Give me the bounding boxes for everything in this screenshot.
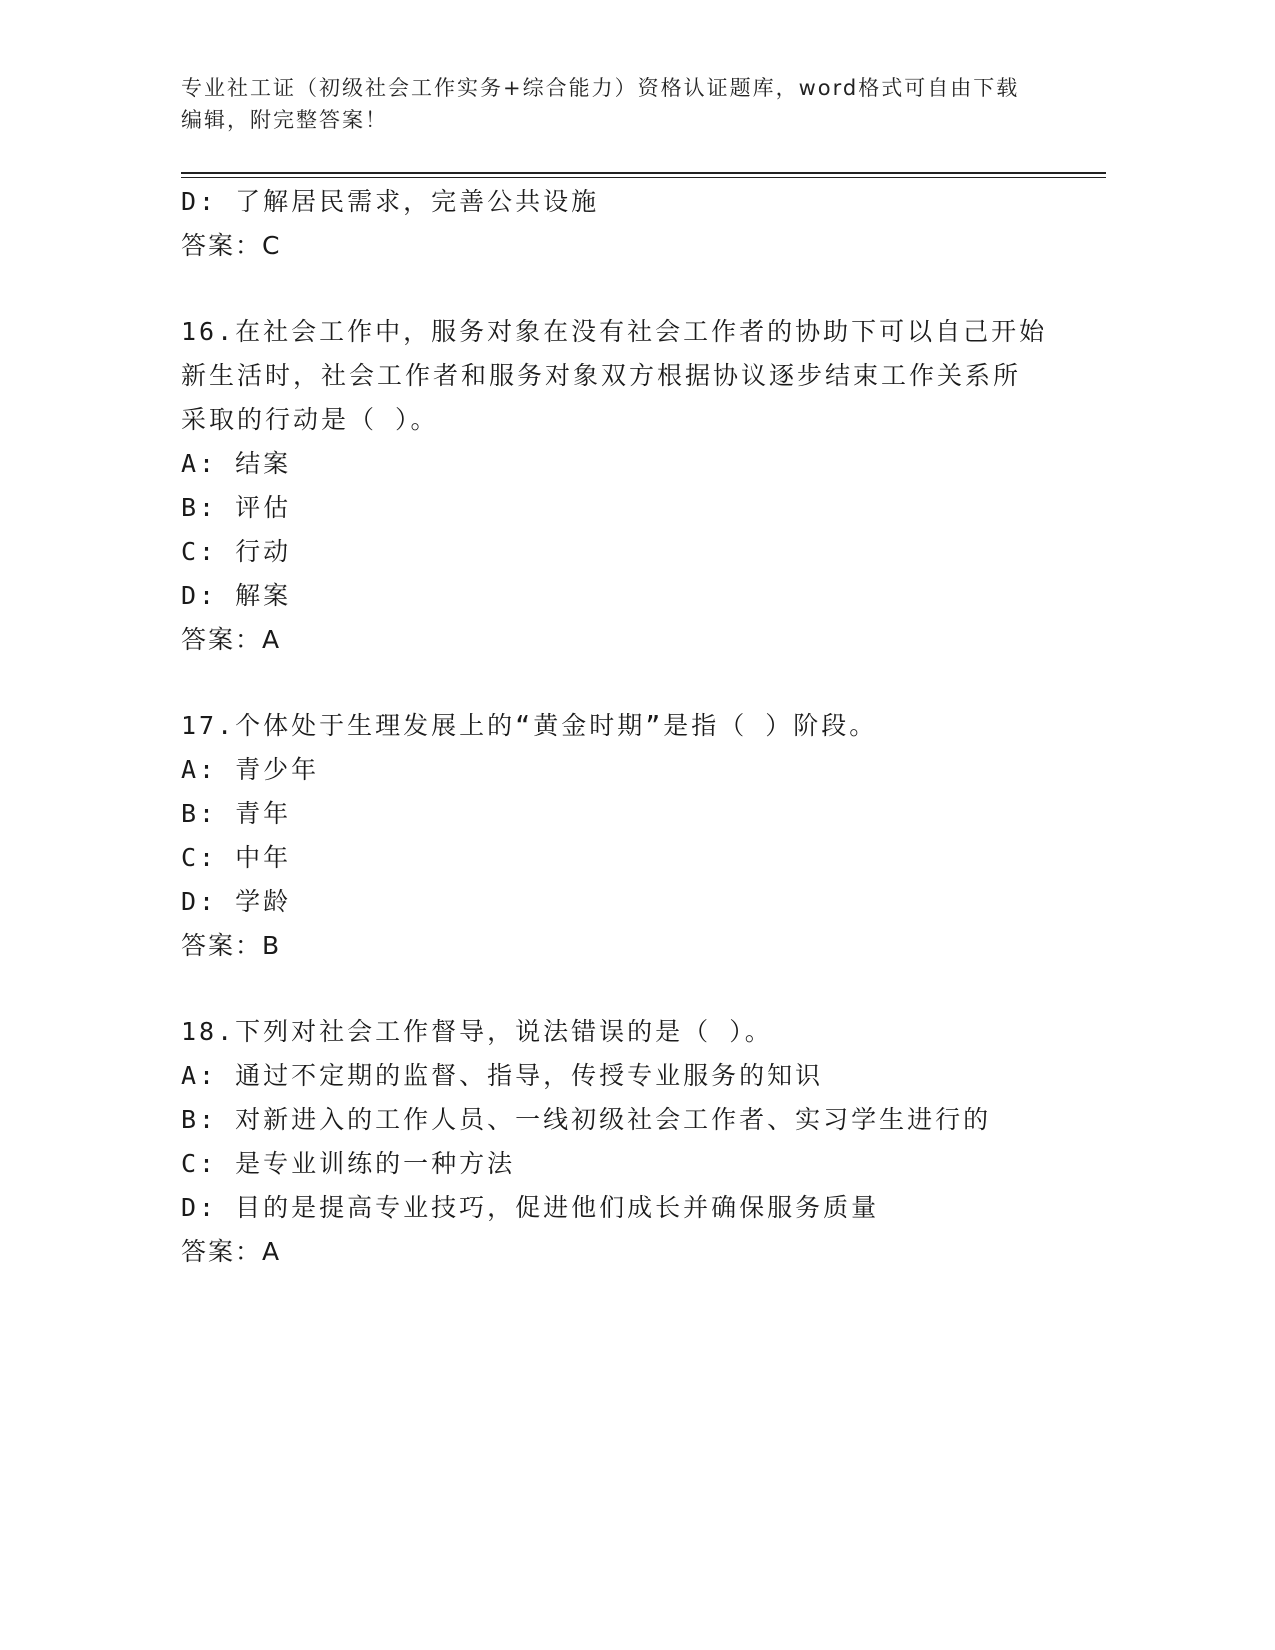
question-stem-line: 采取的行动是（ ）。 (181, 405, 439, 434)
question-17 (181, 704, 1081, 968)
answer-line: 答案：A (181, 625, 282, 654)
header-line-2: 编辑，附完整答案！ (181, 108, 388, 132)
option-a: A: 通过不定期的监督、指导，传授专业服务的知识 (181, 1061, 824, 1090)
header-rule-thin (181, 177, 1106, 178)
document-body (181, 180, 1081, 1274)
spacer (181, 268, 1081, 310)
question-stem-line: 18.下列对社会工作督导，说法错误的是（ ）。 (181, 1017, 773, 1046)
header-line-1: 专业社工证（初级社会工作实务+综合能力）资格认证题库，word格式可自由下载 (181, 76, 1020, 100)
option-b: B: 评估 (181, 493, 292, 522)
option-c: C: 是专业训练的一种方法 (181, 1149, 516, 1178)
question-stem-line: 新生活时，社会工作者和服务对象双方根据协议逐步结束工作关系所 (181, 361, 1022, 390)
option-d: D: 解案 (181, 581, 292, 610)
option-b: B: 青年 (181, 799, 292, 828)
option-a: A: 结案 (181, 449, 292, 478)
option-c: C: 行动 (181, 537, 292, 566)
answer-line: 答案：A (181, 1237, 282, 1266)
spacer (181, 968, 1081, 1010)
question-stem-line: 17.个体处于生理发展上的“黄金时期”是指（ ）阶段。 (181, 711, 878, 740)
question-16 (181, 310, 1081, 662)
option-b: B: 对新进入的工作人员、一线初级社会工作者、实习学生进行的 (181, 1105, 992, 1134)
previous-question-tail (181, 180, 1081, 268)
option-d: D: 了解居民需求，完善公共设施 (181, 187, 600, 216)
option-a: A: 青少年 (181, 755, 320, 784)
option-c: C: 中年 (181, 843, 292, 872)
answer-line: 答案：C (181, 231, 282, 260)
question-18 (181, 1010, 1081, 1274)
question-stem-line: 16.在社会工作中，服务对象在没有社会工作者的协助下可以自己开始 (181, 317, 1048, 346)
spacer (181, 662, 1081, 704)
header-rule-thick (181, 172, 1106, 174)
option-d: D: 学龄 (181, 887, 292, 916)
answer-line: 答案：B (181, 931, 282, 960)
option-d: D: 目的是提高专业技巧，促进他们成长并确保服务质量 (181, 1193, 880, 1222)
page-header (181, 72, 1061, 136)
